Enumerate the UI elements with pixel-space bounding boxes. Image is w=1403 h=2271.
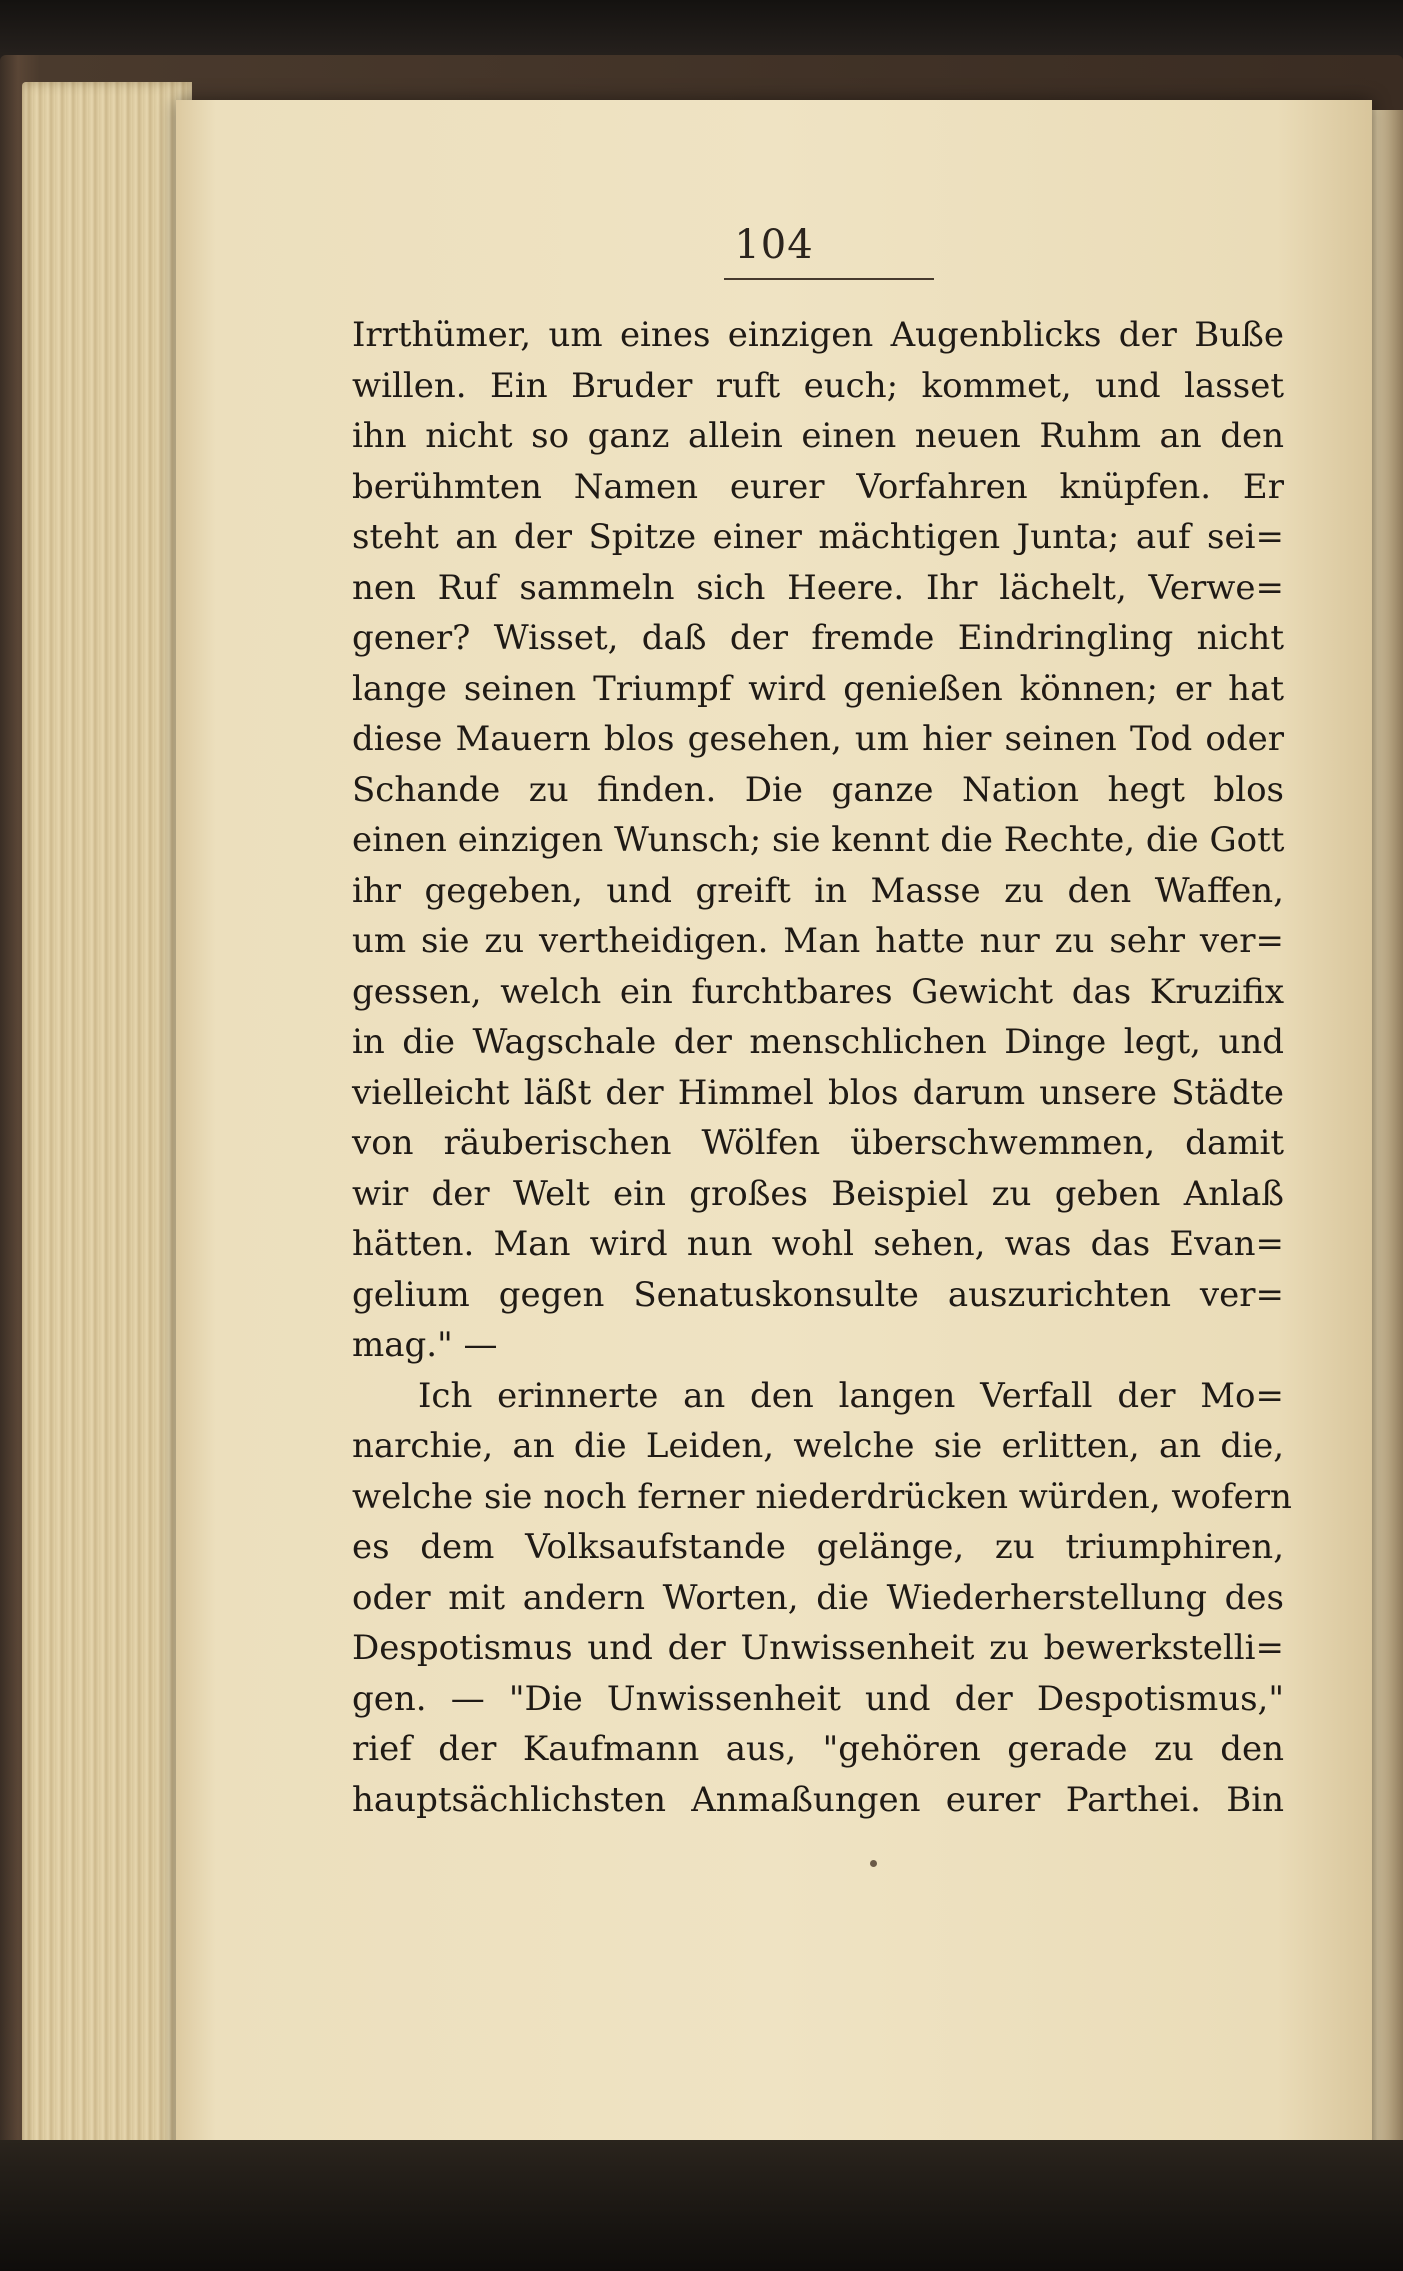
text-line: rief der Kaufmann aus, "gehören gerade zu den bbox=[352, 1729, 1284, 1769]
text-line: oder mit andern Worten, die Wiederherstellung des bbox=[352, 1577, 1284, 1618]
text-line: willen. Ein Bruder ruft euch; kommet, und lasset bbox=[352, 365, 1284, 406]
text-line: welche sie noch ferner niederdrücken würden, wofern bbox=[352, 1476, 1292, 1517]
text-line: einen einzigen Wunsch; sie kennt die Rechte, die Gott bbox=[352, 820, 1285, 860]
text-line: in die Wagschale der menschlichen Dinge legt, und bbox=[352, 1022, 1284, 1062]
text-line: hauptsächlichsten Anmaßungen eurer Parthei. Bin bbox=[352, 1779, 1284, 1820]
text-line: vielleicht läßt der Himmel blos darum unsere Städte bbox=[352, 1072, 1284, 1113]
text-line: ihn nicht so ganz allein einen neuen Ruhm an den bbox=[352, 416, 1284, 456]
text-line: wir der Welt ein großes Beispiel zu geben Anlaß bbox=[352, 1173, 1284, 1214]
text-line: von räuberischen Wölfen überschwemmen, damit bbox=[352, 1123, 1284, 1163]
text-line: Ich erinnerte an den langen Verfall der Mo= bbox=[418, 1375, 1284, 1416]
text-line: Irrthümer, um eines einzigen Augenblicks der Buße bbox=[352, 315, 1284, 355]
text-line: berühmten Namen eurer Vorfahren knüpfen. Er bbox=[352, 466, 1284, 507]
text-line: hätten. Man wird nun wohl sehen, was das Evan= bbox=[352, 1224, 1284, 1264]
text-line: steht an der Spitze einer mächtigen Junta; auf sei= bbox=[352, 517, 1284, 557]
text-line: Schande zu finden. Die ganze Nation hegt blos bbox=[352, 769, 1284, 810]
text-line: gen. — "Die Unwissenheit und der Despotismus," bbox=[352, 1678, 1284, 1719]
ink-speck bbox=[870, 1860, 877, 1867]
body-text bbox=[352, 310, 1292, 1825]
text-line: gessen, welch ein furchtbares Gewicht das Kruzifix bbox=[352, 971, 1284, 1012]
text-line: ihr gegeben, und greift in Masse zu den Waffen, bbox=[352, 870, 1284, 911]
header-rule bbox=[724, 278, 934, 280]
page-number: 104 bbox=[734, 222, 814, 268]
page-stack-edge bbox=[22, 82, 192, 2162]
text-line: nen Ruf sammeln sich Heere. Ihr lächelt, Verwe= bbox=[352, 567, 1284, 608]
text-line: mag." — bbox=[352, 1325, 498, 1365]
text-line: gelium gegen Senatuskonsulte auszurichten ver= bbox=[352, 1274, 1284, 1315]
text-line: um sie zu vertheidigen. Man hatte nur zu sehr ver= bbox=[352, 921, 1284, 961]
text-line: es dem Volksaufstande gelänge, zu triumphiren, bbox=[352, 1527, 1284, 1567]
text-line: gener? Wisset, daß der fremde Eindringling nicht bbox=[352, 618, 1284, 658]
text-line: Despotismus und der Unwissenheit zu bewerkstelli= bbox=[352, 1628, 1284, 1668]
book-page bbox=[176, 100, 1372, 2160]
text-line: diese Mauern blos gesehen, um hier seinen Tod oder bbox=[352, 719, 1284, 759]
text-line: narchie, an die Leiden, welche sie erlitten, an die, bbox=[352, 1426, 1284, 1466]
text-line: lange seinen Triumpf wird genießen können; er hat bbox=[352, 668, 1284, 709]
background-bottom bbox=[0, 2140, 1403, 2271]
